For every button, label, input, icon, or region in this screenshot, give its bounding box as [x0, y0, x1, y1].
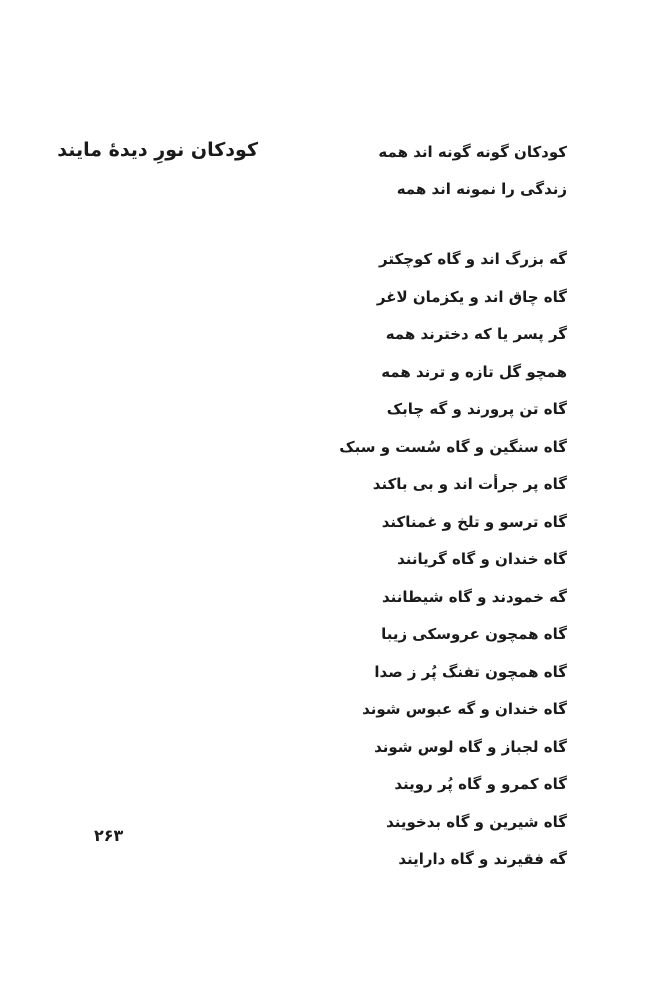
intro-line: زندگی را نمونه اند همه: [396, 180, 567, 198]
verse-line: گه بزرگ اند و گاه کوچکتر: [379, 250, 567, 268]
verse-line: گاه سنگین و گاه سُست و سبک: [339, 437, 567, 456]
verse-line: گه فقیرند و گاه دارایند: [398, 850, 567, 868]
verse-line: گاه خندان و گاه گریانند: [397, 550, 567, 568]
verse-line: گاه چاق اند و یکزمان لاغر: [376, 287, 567, 306]
verse-line: گاه ترسو و تلخ و غمناکند: [381, 512, 567, 531]
verse-line: گاه تن پرورند و گه چابک: [386, 400, 567, 418]
page-number: ۲۶۳: [94, 826, 124, 845]
poem-verses: [307, 241, 567, 879]
verse-line: گاه همچون عروسکی زیبا: [381, 625, 567, 643]
verse-line: گاه پر جرأت اند و بی باکند: [372, 475, 567, 493]
poem-title: کودکان نورِ دیدهٔ مایند: [57, 139, 258, 161]
verse-line: گر پسر یا که دخترند همه: [385, 325, 567, 343]
verse-line: گاه همچون تفنگ پُر ز صدا: [374, 662, 567, 681]
verse-line: گاه لجباز و گاه لوس شوند: [374, 737, 567, 756]
verse-line: همچو گل تازه و ترند همه: [381, 362, 567, 381]
verse-line: گاه شیرین و گاه بدخویند: [386, 812, 567, 831]
verse-line: گاه خندان و گه عبوس شوند: [362, 700, 567, 718]
intro-line: کودکان گونه گونه اند همه: [378, 143, 567, 161]
verse-line: گاه کمرو و گاه پُر رویند: [394, 775, 567, 793]
poem-intro: [327, 134, 567, 208]
verse-line: گه خمودند و گاه شیطانند: [381, 587, 567, 606]
